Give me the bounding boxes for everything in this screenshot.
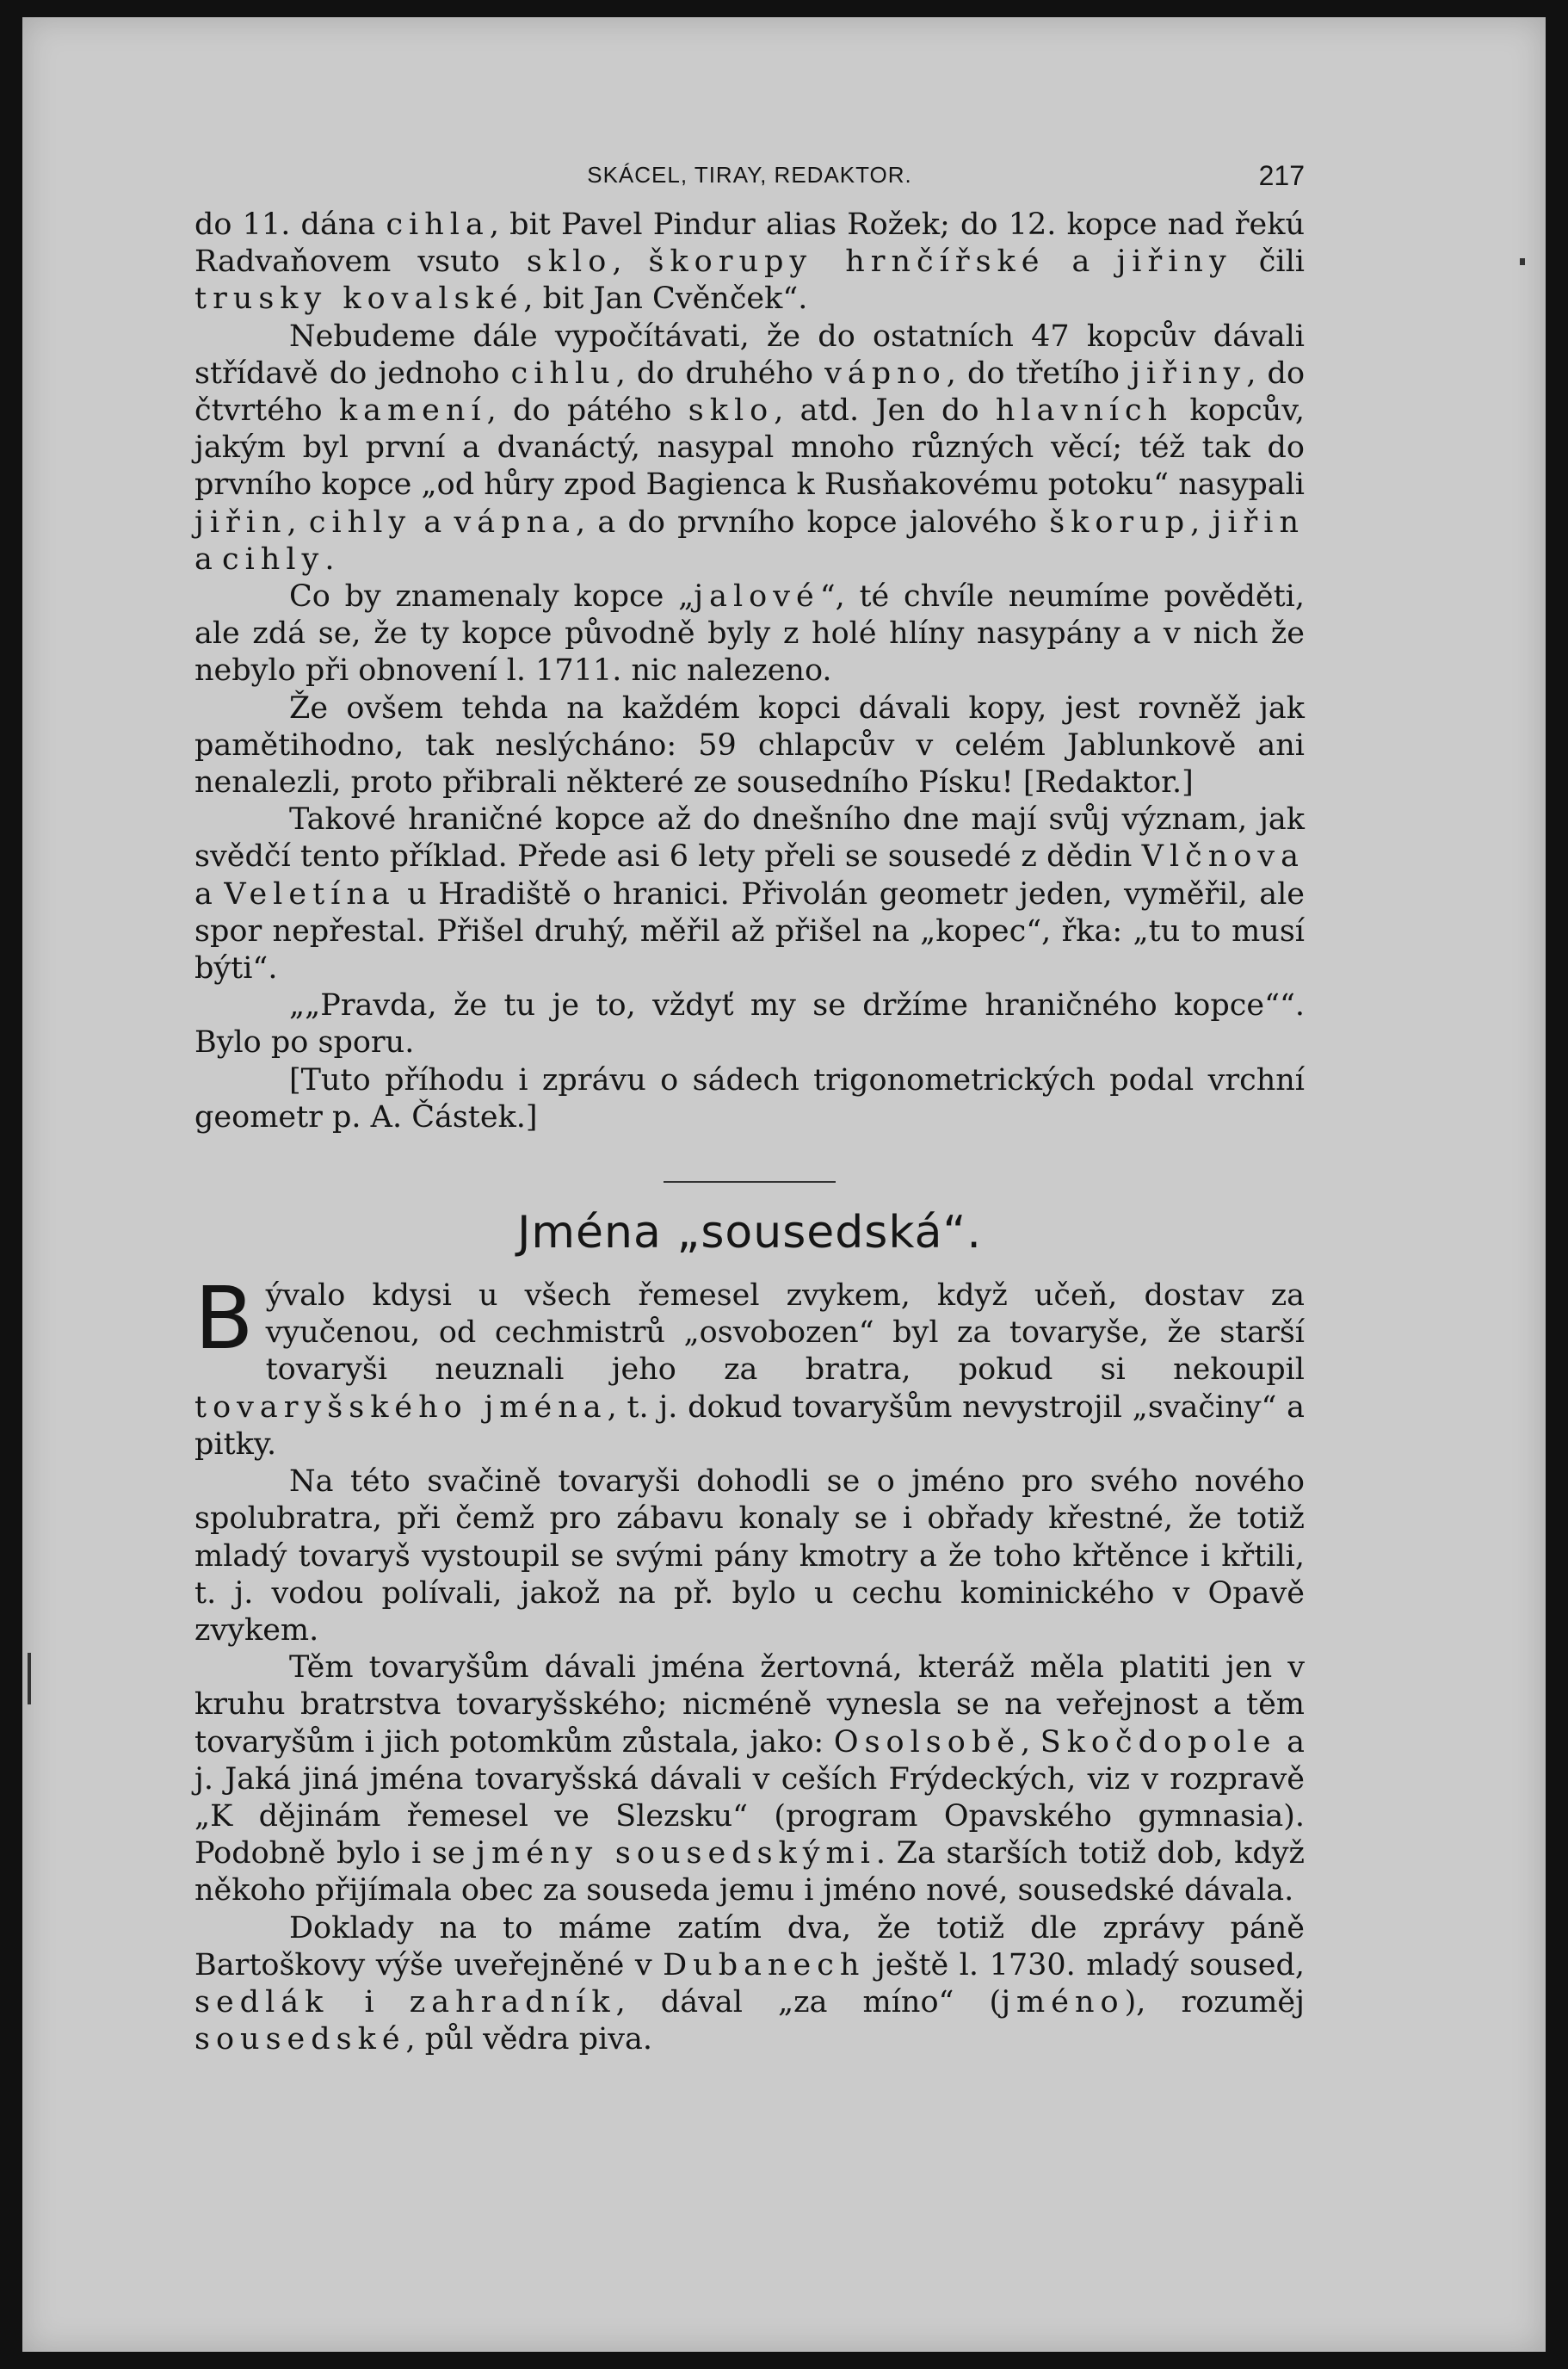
page-number: 217 — [1258, 160, 1305, 191]
running-title: SKÁCEL, TIRAY, REDAKTOR. — [587, 162, 912, 188]
page-header — [194, 155, 1305, 207]
section-title: Jména „sousedská“. — [517, 1207, 982, 1259]
scan-blemish — [28, 1653, 31, 1704]
section-divider — [664, 1181, 836, 1183]
book-page — [22, 17, 1546, 2352]
paragraph: Doklady na to máme zatím dva, že totiž dle zprávy páně Bartoškovy výše uveřejněné v Dubanech ještě l. 1730. mladý soused, sedlák i zahradník, dával „za míno“ (jméno), rozuměj sousedské, půl vědra piva. — [194, 1910, 1305, 2057]
paragraph: Bývalo kdysi u všech řemesel zvykem, když učeň, dostav za vyučenou, od cechmistrů „osvobozen“ byl za tovaryše, že starší tovaryši neuznali jeho za bratra, pokud si nekoupil tovaryšského jména, t. j. dokud tovaryšům nevystrojil „svačiny“ a pitky. — [194, 1268, 1306, 1462]
paragraph: „„Pravda, že tu je to, vždyť my se držíme hraničného kopce““. Bylo po sporu. — [194, 988, 1305, 1061]
scan-blemish — [1520, 258, 1525, 265]
paragraph: Nebudeme dále vypočítávati, že do ostatních 47 kopcův dávali střídavě do jednoho cihlu, do druhého vápno, do třetího jiřiny, do čtvrtého kamení, do pátého sklo, atd. Jen do hlavních kopcův, jakým byl první a dvanáctý, nasypal mnoho různých věcí; též tak do prvního kopce „od hůry zpod Bagienca k Rusňakovému potoku“ nasypali jiřin, cihly a vápna, a do prvního kopce jalového škorup, jiřin a cihly. — [194, 319, 1306, 577]
paragraph: do 11. dána cihla, bit Pavel Pindur alias Rožek; do 12. kopce nad řekú Radvaňovem vsuto sklo, škorupy hrnčířské a jiřiny čili trusky kovalské, bit Jan Cvěnček“. — [194, 207, 1305, 317]
paragraph: Takové hraničné kopce až do dnešního dne mají svůj význam, jak svědčí tento příklad. Přede asi 6 lety přeli se sousedé z dědin Vlčnova a Veletína u Hradiště o hranici. Přivolán geometr jeden, vyměřil, ale spor nepřestal. Přišel druhý, měřil až přišel na „kopec“, řka: „tu to musí býti“. — [194, 802, 1305, 987]
paragraph: [Tuto příhodu i zprávu o sádech trigonometrických podal vrchní geometr p. A. Částek.] — [194, 1062, 1305, 1135]
paragraph: Na této svačině tovaryši dohodli se o jméno pro svého nového spolubratra, při čemž pro zábavu konaly se i obřady křestné, že totiž mladý tovaryš vystoupil se svými pány kmotry a že toho křtěnce i křtili, t. j. vodou polívali, jakož na př. bylo u cechu kominického v Opavě zvykem. — [194, 1464, 1305, 1648]
paragraph: Že ovšem tehda na každém kopci dávali kopy, jest rovněž jak pamětihodno, tak neslýcháno: 59 chlapcův v celém Jablunkově ani nenalezli, proto přibrali některé ze sousedního Písku! [Redaktor.] — [194, 690, 1305, 801]
paragraph: Těm tovaryšům dávali jména žertovná, kteráž měla platiti jen v kruhu bratrstva tovaryšského; nicméně vynesla se na veřejnost a těm tovaryšům i jich potomkům zůstala, jako: Osolsobě, Skočdopole a j. Jaká jiná jména tovaryšská dávali v ceších Frýdeckých, viz v rozpravě „K dějinám řemesel ve Slezsku“ (program Opavského gymnasia). Podobně bylo i se jmény sousedskými. Za starších totiž dob, když někoho přijímala obec za souseda jemu i jméno nové, sousedské dávala. — [194, 1650, 1305, 1908]
drop-cap: B — [194, 1268, 254, 1370]
text-column — [194, 155, 1305, 2058]
paragraph: Co by znamenaly kopce „jalové“, té chvíle neumíme pověděti, ale zdá se, že ty kopce původně byly z holé hlíny nasypány a v nich že nebylo při obnovení l. 1711. nic nalezeno. — [194, 579, 1305, 689]
